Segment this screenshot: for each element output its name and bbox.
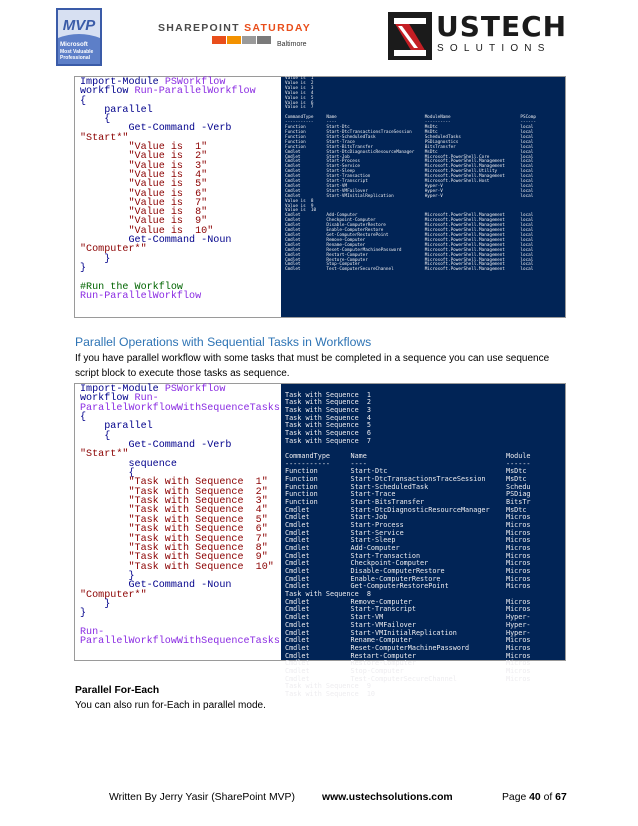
code-line: Run- (80, 626, 105, 638)
console-line: Task with Sequence 3 (285, 406, 371, 415)
console-line: Function Start-DtcTransactionsTraceSession MsDtc (285, 475, 527, 484)
ustech-emblem-icon (388, 12, 432, 60)
color-bar (242, 36, 256, 44)
console-line: Cmdlet Start-Sleep Micros (285, 536, 531, 545)
code-line: { (80, 114, 111, 126)
code-line: { (80, 412, 87, 424)
color-bar (257, 36, 271, 44)
console-line: Cmdlet Remove-Computer Micros (285, 597, 531, 606)
code-line: Get-Command -Verb (80, 123, 238, 135)
code-line: Get-Command -Verb (80, 440, 238, 452)
console-line: Cmdlet Remove-Computer Microsoft.PowerShell.Management local (285, 237, 534, 243)
console-line: Function Start-Dtc MsDtc (285, 467, 527, 476)
console-line: Task with Sequence 5 (285, 421, 371, 430)
code-line: "Value is 3" (80, 160, 208, 172)
code-line: "Value is 7" (80, 197, 208, 209)
console-line: Value is 3 (285, 85, 314, 91)
code-line: ParallelWorkflowWithSequenceTasks (80, 402, 280, 414)
mvp-line-2: Most Valuable (60, 49, 94, 55)
console-line: Cmdlet Start-Job Microsoft.PowerShell.Core local (285, 154, 534, 160)
code-line: "Computer*" (80, 244, 147, 256)
powershell-console-output (281, 77, 565, 317)
page-footer (0, 792, 638, 808)
console-line: Task with Sequence 6 (285, 429, 371, 438)
code-line: } (80, 262, 87, 274)
code-line: { (80, 468, 135, 480)
subsection-paragraph: You can also run for-Each in parallel mode. (75, 700, 266, 711)
console-line: Cmdlet Start-DtcDiagnosticResourceManager MsDtc (285, 505, 527, 514)
console-line: Cmdlet Reset-ComputerMachinePassword Microsoft.PowerShell.Management local (285, 247, 534, 253)
code-line: Get-Command -Noun (80, 580, 238, 592)
code-line: Get-Command -Noun (80, 235, 238, 247)
console-line: Value is 1 (285, 76, 314, 81)
code-line: } (80, 570, 135, 582)
console-line: Function Start-ScheduledTask Schedu (285, 482, 531, 491)
code-line: #Run the Workflow (80, 281, 183, 293)
code-line: "Task with Sequence 6" (80, 524, 268, 536)
console-line: Cmdlet Checkpoint-Computer Micros (285, 559, 531, 568)
code-line: "Task with Sequence 9" (80, 552, 268, 564)
section-paragraph: If you have parallel workflow with some tasks that must be completed in a sequence you can use sequence script block to execute those tasks as sequence. (75, 353, 550, 380)
code-line: } (80, 598, 111, 610)
console-line: Value is 9 (285, 203, 314, 209)
console-line: Cmdlet Stop-Computer Micros (285, 666, 531, 675)
powershell-code (80, 385, 280, 647)
company-name: USTECH (436, 10, 568, 43)
subsection-heading: Parallel For-Each (75, 685, 160, 696)
console-line: Cmdlet Get-ComputerRestorePoint Micros (285, 582, 531, 591)
console-line: Cmdlet Test-ComputerSecureChannel Microsoft.PowerShell.Management local (285, 267, 534, 273)
code-line: "Task with Sequence 4" (80, 505, 268, 517)
console-line: Cmdlet Start-Process Microsoft.PowerShell.Management local (285, 159, 534, 165)
console-line: Cmdlet Start-VM Hyper-V local (285, 183, 534, 189)
code-line: "Value is 4" (80, 169, 208, 181)
console-line: Cmdlet Add-Computer Microsoft.PowerShell.Management local (285, 213, 534, 219)
sharepoint-saturday-logo (158, 22, 348, 52)
console-line: Value is 4 (285, 90, 314, 96)
console-line: Cmdlet Start-Service Micros (285, 528, 531, 537)
code-line: parallel (80, 104, 153, 116)
event-city: Baltimore (277, 41, 307, 48)
code-line: workflow Run-ParallelWorkflow (80, 86, 256, 98)
footer-author: Written By Jerry Yasir (SharePoint MVP) (109, 792, 295, 803)
console-line: Value is 7 (285, 105, 314, 111)
ustech-logo (388, 10, 568, 62)
console-line: Value is 6 (285, 100, 314, 106)
console-line: Cmdlet Start-Transcript Micros (285, 605, 531, 614)
console-line: Task with Sequence 8 (285, 590, 371, 599)
console-line: Cmdlet Enable-ComputerRestore Microsoft.PowerShell.Management local (285, 228, 534, 234)
console-line: Cmdlet Stop-Computer Microsoft.PowerShell.Management local (285, 262, 534, 268)
console-line: Function Start-Trace PSDiagnostics local (285, 139, 534, 145)
code-line: "Start*" (80, 449, 129, 461)
code-line: "Value is 1" (80, 142, 208, 154)
console-line: Task with Sequence 10 (285, 689, 376, 698)
console-line: Function Start-BitsTransfer BitsTransfer local (285, 144, 534, 150)
code-line: { (80, 430, 111, 442)
mvp-badge-text: MVP (62, 17, 96, 34)
code-line: "Task with Sequence 10" (80, 561, 274, 573)
code-line: "Value is 8" (80, 207, 208, 219)
console-line: Cmdlet Add-Computer Micros (285, 544, 531, 553)
console-line: Task with Sequence 2 (285, 398, 371, 407)
code-line: "Value is 2" (80, 151, 208, 163)
console-line: ----------- ---- ------ (285, 459, 531, 468)
console-line: Cmdlet Start-Transcript Microsoft.PowerShell.Host local (285, 179, 534, 185)
code-line: Import-Module PSWorkflow (80, 77, 226, 88)
console-line: Cmdlet Restore-Computer Micros (285, 659, 531, 668)
console-line: Cmdlet Enable-ComputerRestore Micros (285, 574, 531, 583)
mvp-badge-icon (56, 8, 102, 66)
code-line: } (80, 608, 87, 620)
console-line: Cmdlet Start-DtcDiagnosticResourceManager MsDtc local (285, 149, 534, 155)
section-heading: Parallel Operations with Sequential Tasks in Workflows (75, 335, 372, 349)
page-header (0, 0, 638, 70)
code-line: "Value is 6" (80, 188, 208, 200)
console-line: Task with Sequence 4 (285, 413, 371, 422)
mvp-logo (56, 8, 102, 66)
code-line: "Task with Sequence 7" (80, 533, 268, 545)
code-line: "Task with Sequence 1" (80, 477, 268, 489)
code-line: { (80, 95, 87, 107)
console-line: ----------- ---- ---------- ------ (285, 120, 536, 126)
console-line: Function Start-Dtc MsDtc local (285, 125, 534, 131)
console-line: Function Start-ScheduledTask ScheduledTasks local (285, 134, 534, 140)
console-line: Cmdlet Start-Transaction Microsoft.PowerShell.Management local (285, 174, 534, 180)
console-line: CommandType Name ModuleName PSComp (285, 115, 536, 121)
footer-website-link[interactable]: www.ustechsolutions.com (322, 792, 453, 803)
console-line: Value is 10 (285, 208, 317, 214)
console-line: Cmdlet Start-VMInitialReplication Hyper-V local (285, 193, 534, 199)
code-line: sequence (80, 458, 177, 470)
code-line: Import-Module PSWorkflow (80, 384, 226, 395)
code-line: ParallelWorkflowWithSequenceTasks (80, 636, 280, 648)
code-line: "Task with Sequence 5" (80, 514, 268, 526)
console-line: Cmdlet Start-Service Microsoft.PowerShell.Management local (285, 164, 534, 170)
console-line: Cmdlet Rename-Computer Micros (285, 636, 531, 645)
console-line: Cmdlet Start-Job Micros (285, 513, 531, 522)
powershell-code (80, 78, 256, 301)
code-figure-parallel-workflow (74, 76, 566, 318)
console-line: Cmdlet Test-ComputerSecureChannel Micros (285, 674, 531, 683)
console-line: Value is 8 (285, 198, 314, 204)
code-line: "Start*" (80, 132, 129, 144)
code-line: "Task with Sequence 2" (80, 486, 268, 498)
console-line: Value is 2 (285, 80, 314, 86)
console-line: Cmdlet Disable-ComputerRestore Micros (285, 567, 531, 576)
code-line: "Computer*" (80, 589, 147, 601)
console-line: CommandType Name Module (285, 452, 531, 461)
powershell-console-output (281, 384, 565, 698)
console-line: Cmdlet Start-Process Micros (285, 521, 531, 530)
console-line: Cmdlet Start-VMFailover Hyper-V local (285, 188, 534, 194)
code-line: workflow Run- (80, 393, 159, 405)
console-line: Cmdlet Start-VMFailover Hyper- (285, 620, 531, 629)
color-bar (227, 36, 241, 44)
code-line: parallel (80, 421, 153, 433)
mvp-line-3: Professional (60, 55, 91, 61)
console-line: Function Start-DtcTransactionsTraceSession MsDtc local (285, 129, 534, 135)
event-color-bars (212, 36, 271, 44)
color-bar (212, 36, 226, 44)
console-line: Value is 5 (285, 95, 314, 101)
console-line: Cmdlet Restart-Computer Micros (285, 651, 531, 660)
console-line: Task with Sequence 7 (285, 436, 371, 445)
console-line: Task with Sequence 9 (285, 682, 371, 691)
code-line: "Task with Sequence 8" (80, 542, 268, 554)
console-line: Cmdlet Start-VM Hyper- (285, 613, 531, 622)
code-line: } (80, 253, 111, 265)
code-line: "Task with Sequence 3" (80, 496, 268, 508)
console-line: Task with Sequence 1 (285, 390, 371, 399)
console-line: Cmdlet Checkpoint-Computer Microsoft.PowerShell.Management local (285, 218, 534, 224)
code-line: "Value is 5" (80, 179, 208, 191)
console-line: Function Start-BitsTransfer BitsTr (285, 498, 531, 507)
console-line: Cmdlet Restore-Computer Microsoft.PowerShell.Management local (285, 257, 534, 263)
console-line: Cmdlet Start-Transaction Micros (285, 551, 531, 560)
mvp-line-1: Microsoft (60, 41, 88, 48)
code-line (80, 619, 280, 628)
code-line: "Value is 10" (80, 225, 214, 237)
code-line: Run-ParallelWorkflow (80, 290, 202, 302)
console-line: Cmdlet Rename-Computer Microsoft.PowerShell.Management local (285, 242, 534, 248)
console-line: Cmdlet Disable-ComputerRestore Microsoft.PowerShell.Management local (285, 223, 534, 229)
console-line: Cmdlet Reset-ComputerMachinePassword Micros (285, 643, 531, 652)
company-tagline: SOLUTIONS (437, 43, 551, 54)
code-line: "Value is 9" (80, 216, 208, 228)
console-line: Cmdlet Restart-Computer Microsoft.PowerShell.Management local (285, 252, 534, 258)
console-line: Cmdlet Get-ComputerRestorePoint Microsoft.PowerShell.Management local (285, 233, 534, 238)
console-line: Cmdlet Start-VMInitialReplication Hyper- (285, 628, 531, 637)
footer-page-number: Page 40 of 67 (502, 792, 567, 803)
event-title: SHAREPOINT SATURDAY (158, 22, 312, 34)
console-line: Cmdlet Start-Sleep Microsoft.PowerShell.Utility local (285, 169, 534, 175)
console-line: Function Start-Trace PSDiag (285, 490, 531, 499)
